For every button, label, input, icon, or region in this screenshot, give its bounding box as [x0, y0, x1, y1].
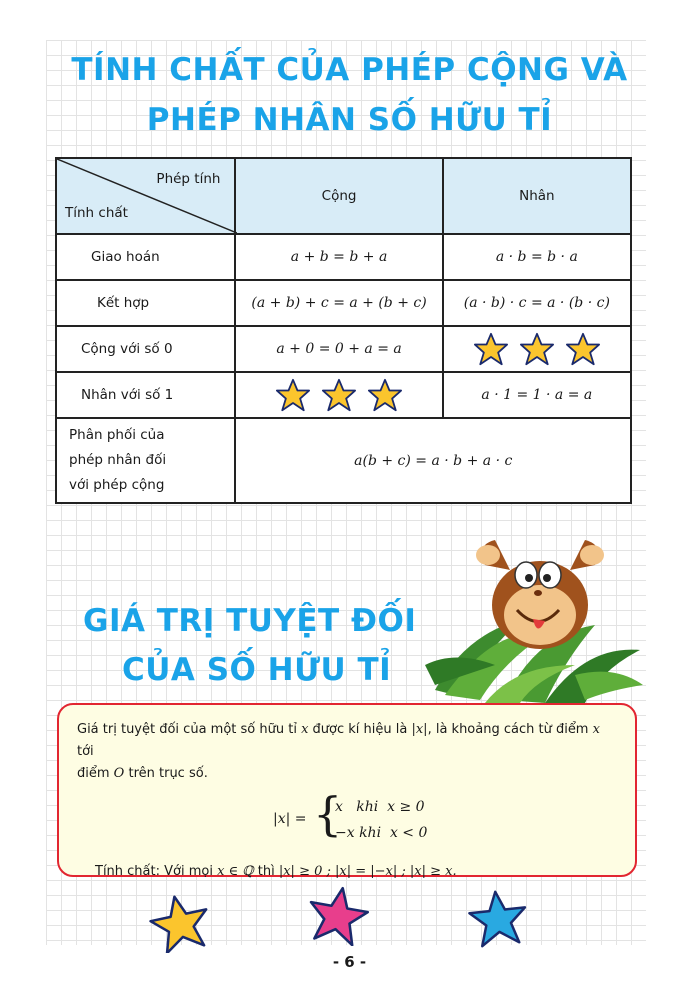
prop-text: Tính chất: Với mọi [95, 864, 218, 879]
var-x: x [592, 722, 600, 737]
def-text: Giá trị tuyệt đối của một số hữu tỉ [77, 722, 302, 737]
stars-cell [443, 326, 631, 372]
case-negative: −x khi x < 0 [335, 825, 428, 841]
formula-cell: a · 1 = 1 · a = a [443, 372, 631, 418]
stars-cell [235, 372, 442, 418]
def-text: trên trục số. [124, 766, 208, 781]
table-header-row [56, 158, 631, 234]
page-title-line1: TÍNH CHẤT CỦA PHÉP CỘNG VÀ [71, 52, 628, 88]
star-icon [473, 332, 509, 366]
star-icon [367, 378, 403, 412]
var-x: x [301, 722, 309, 737]
definition-line2 [77, 763, 617, 785]
prop-formula: |x| ≥ 0 ; |x| = |−x| ; |x| ≥ x. [278, 864, 457, 879]
row-label: Cộng với số 0 [56, 326, 235, 372]
page-number: - 6 - [332, 953, 367, 971]
def-text: tới [77, 744, 94, 759]
table-row [56, 280, 631, 326]
row-label: Giao hoán [56, 234, 235, 280]
column-header-add: Cộng [235, 158, 442, 234]
point-o: O [113, 766, 125, 781]
formula-cell: a + b = b + a [235, 234, 442, 280]
star-blue-icon [467, 888, 529, 948]
row-label-line: Phân phối của [69, 427, 165, 443]
formula-cell: a + 0 = 0 + a = a [235, 326, 442, 372]
page-title-line2: PHÉP NHÂN SỐ HỮU TỈ [146, 102, 553, 138]
piecewise-formula [77, 787, 617, 851]
table-row [56, 326, 631, 372]
formula-cell: (a · b) · c = a · (b · c) [443, 280, 631, 326]
formula-cell: (a + b) + c = a + (b + c) [235, 280, 442, 326]
def-text: được kí hiệu là [308, 722, 412, 737]
definition-line1 [77, 719, 617, 763]
prop-text: thì [253, 864, 279, 879]
row-label-line: phép nhân đối [69, 452, 167, 468]
row-label [56, 418, 235, 503]
brace-icon: { [313, 787, 343, 841]
monkey-illustration [425, 515, 645, 705]
def-text: , là khoảng cách từ điểm [427, 722, 593, 737]
case-positive: x khi x ≥ 0 [335, 799, 425, 815]
star-icon [519, 332, 555, 366]
star-icon [565, 332, 601, 366]
star-icon [321, 378, 357, 412]
property-line [77, 861, 617, 883]
table-row [56, 234, 631, 280]
section-title-line2: CỦA SỐ HỮU TỈ [122, 652, 392, 688]
abs-x: |x| [411, 722, 428, 737]
table-row [56, 418, 631, 503]
abs-x-lhs: |x| = [273, 811, 307, 827]
table-row [56, 372, 631, 418]
row-label: Nhân với số 1 [56, 372, 235, 418]
star-icon [275, 378, 311, 412]
corner-bottom-label: Tính chất [65, 205, 128, 221]
row-label: Kết hợp [56, 280, 235, 326]
corner-top-label: Phép tính [156, 171, 221, 187]
column-header-mul: Nhân [443, 158, 631, 234]
formula-cell: a(b + c) = a · b + a · c [235, 418, 631, 503]
properties-table [55, 157, 632, 504]
row-label-line: với phép cộng [69, 477, 165, 493]
formula-cell: a · b = b · a [443, 234, 631, 280]
star-yellow-icon [148, 893, 212, 953]
prop-set: x ∈ ℚ [217, 864, 254, 879]
section-title-line1: GIÁ TRỊ TUYỆT ĐỐI [83, 603, 417, 639]
corner-cell [56, 158, 235, 234]
def-text: điểm [77, 766, 114, 781]
star-pink-icon [306, 884, 370, 946]
info-box [57, 703, 637, 877]
